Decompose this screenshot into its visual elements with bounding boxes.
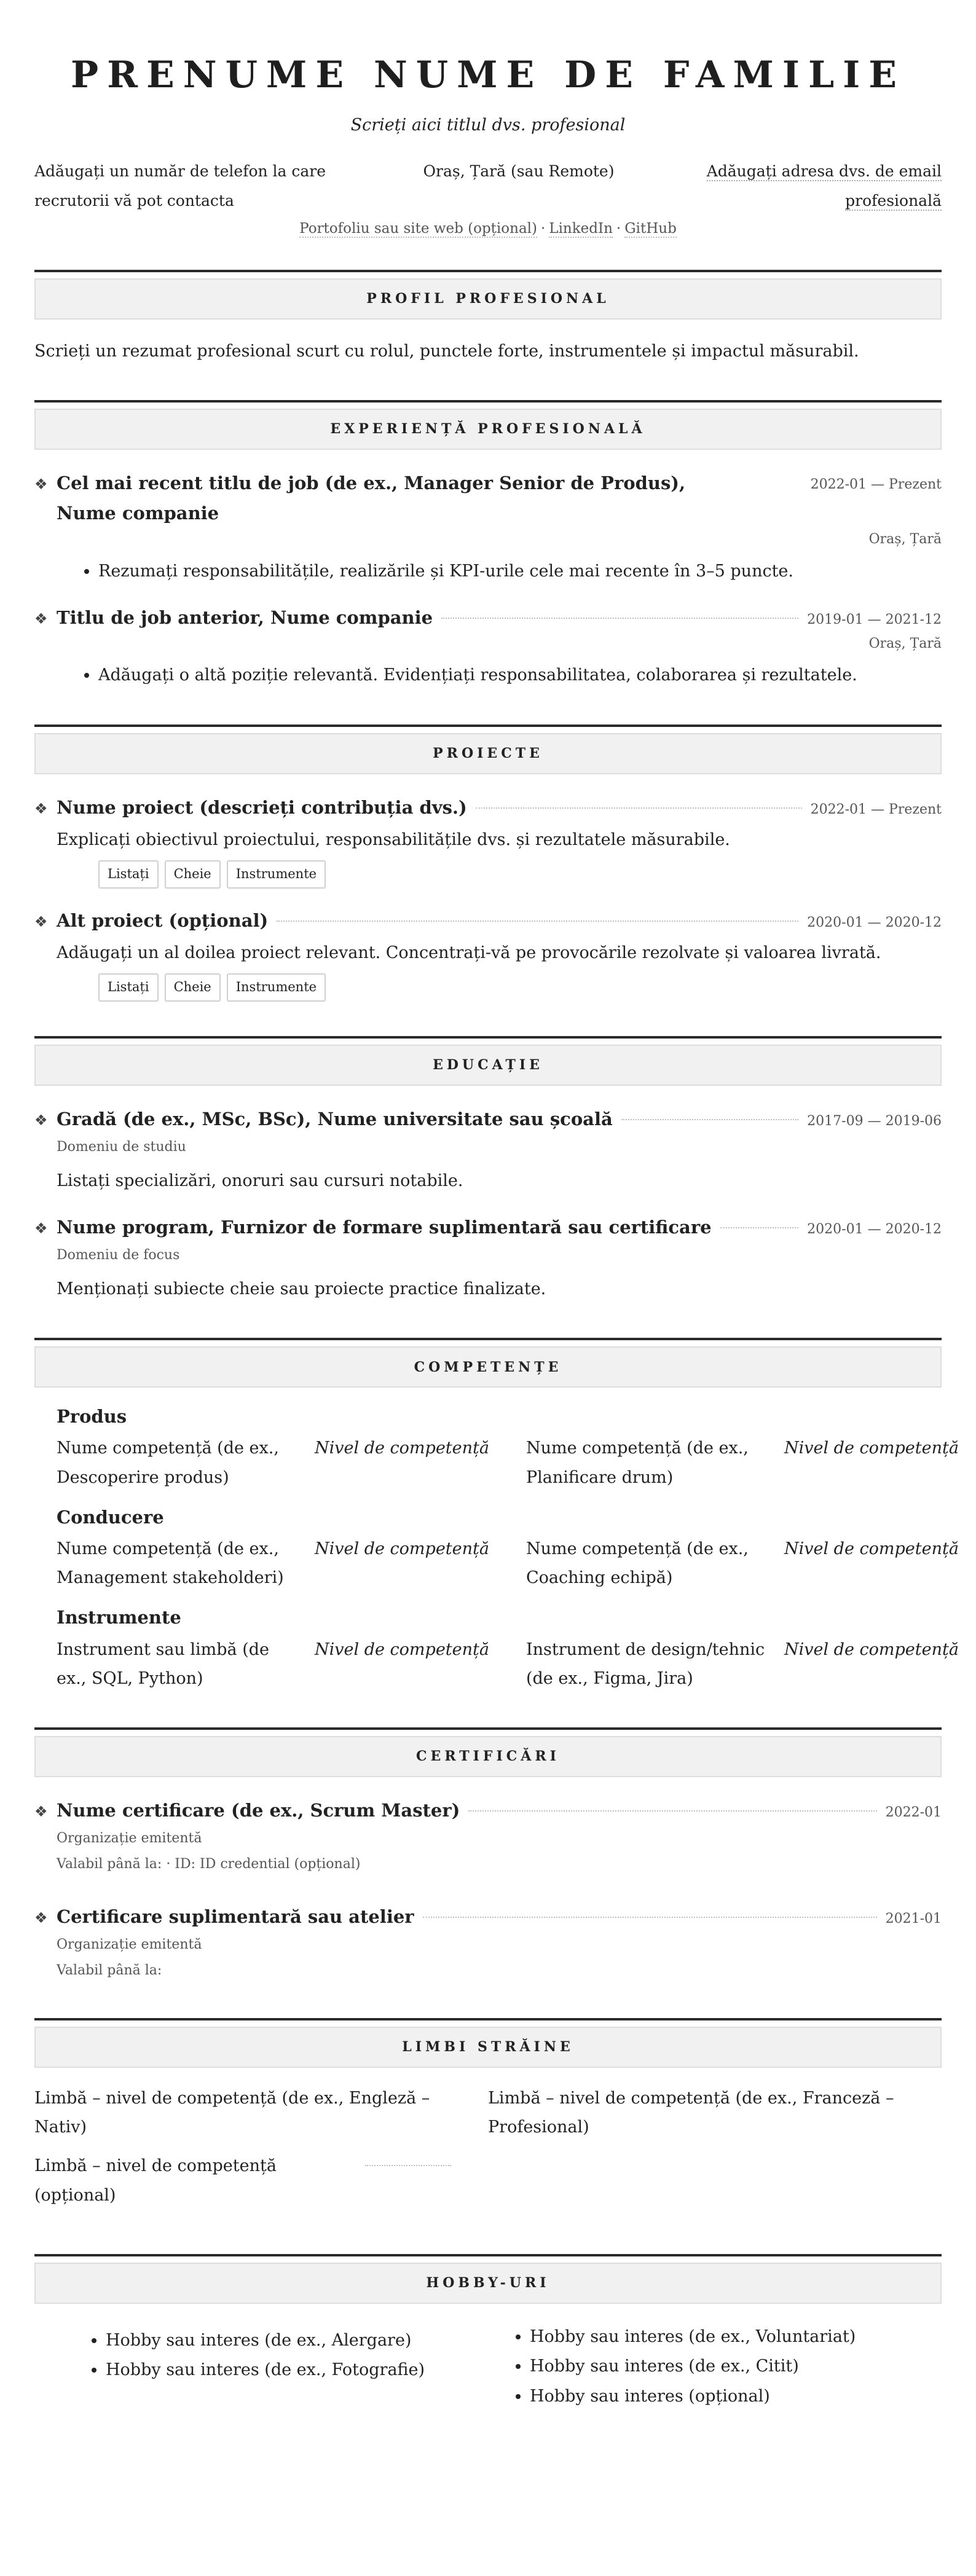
hobbies-list (34, 2326, 942, 2412)
section-certifications (34, 1727, 942, 1984)
degree-title: Gradă (de ex., MSc, BSc), Nume universitate sau școală (57, 1108, 613, 1129)
entry-header (34, 793, 942, 823)
section-title: COMPETENȚE (34, 1346, 942, 1388)
section-education (34, 1036, 942, 1304)
tag: Instrumente (227, 860, 326, 889)
skill-category: Produs (57, 1406, 127, 1427)
tag: Cheie (165, 973, 221, 1002)
certification-validity: Valabil până la: · ID: ID credential (opțional) (57, 1856, 361, 1872)
diamond-bullet-icon: ❖ (34, 610, 48, 627)
skill-level: Nivel de competență (784, 1639, 959, 1659)
education-description: Menționați subiecte cheie sau proiecte practice finalizate. (57, 1279, 546, 1299)
project-date: 2020-01 — 2020-12 (807, 914, 942, 930)
certification-entry (34, 1902, 942, 1984)
section-hobbies (34, 2254, 942, 2412)
hobby-item: • Hobby sau interes (opțional) (530, 2382, 942, 2412)
skill-item (57, 1434, 489, 1492)
hobbies-column-left (106, 2326, 524, 2412)
job-bullets (34, 661, 942, 689)
dotted-leader (441, 618, 798, 619)
language-item: Limbă – nivel de competență (de ex., Franceză – Profesional) (488, 2088, 894, 2137)
section-title: CERTIFICĂRI (34, 1736, 942, 1777)
link-separator: · (616, 221, 621, 237)
skill-name: Nume competență (de ex., Coaching echipă) (525, 1539, 749, 1588)
contact-location: Oraș, Țară (sau Remote) (423, 162, 615, 181)
job-title: Cel mai recent titlu de job (de ex., Manager Senior de Produs), Nume companie (57, 472, 686, 524)
skill-row (57, 1635, 959, 1694)
link-portfolio[interactable]: Portofoliu sau site web (opțional) (299, 221, 537, 237)
education-date: 2020-01 — 2020-12 (807, 1221, 942, 1237)
skill-item (57, 1635, 489, 1694)
section-title: LIMBI STRĂINE (34, 2027, 942, 2068)
section-title: HOBBY-URI (34, 2263, 942, 2304)
education-date: 2017-09 — 2019-06 (807, 1113, 942, 1129)
hobby-item: • Hobby sau interes (de ex., Citit) (530, 2352, 942, 2382)
skill-level: Nivel de competență (315, 1639, 489, 1659)
skill-level: Nivel de competență (784, 1439, 959, 1458)
candidate-name: PRENUME NUME DE FAMILIE (71, 53, 905, 96)
skill-level: Nivel de competență (784, 1539, 959, 1558)
skill-item (526, 1635, 959, 1694)
certification-date: 2022-01 (885, 1805, 942, 1821)
link-separator: · (540, 221, 546, 237)
certification-title: Nume certificare (de ex., Scrum Master) (57, 1800, 460, 1821)
project-title: Nume proiect (descrieți contribuția dvs.) (57, 796, 467, 818)
hobby-item: • Hobby sau interes (de ex., Voluntariat) (530, 2322, 942, 2352)
skill-item (526, 1434, 959, 1492)
certification-date: 2021-01 (885, 1910, 942, 1926)
languages-list (34, 2084, 942, 2220)
dotted-leader (621, 1119, 798, 1120)
job-date: 2019-01 — 2021-12 (807, 611, 942, 627)
hobby-item: • Hobby sau interes (de ex., Fotografie) (106, 2355, 524, 2386)
skill-name: Nume competență (de ex., Planificare drum) (525, 1439, 749, 1487)
language-item: Limbă – nivel de competență (de ex., Engleză – Nativ) (34, 2088, 430, 2137)
link-github[interactable]: GitHub (624, 221, 677, 237)
section-divider (34, 400, 942, 402)
entry-header (34, 468, 942, 529)
section-title: EDUCAȚIE (34, 1045, 942, 1086)
skills-list (34, 1400, 959, 1693)
experience-entry (34, 603, 942, 690)
certification-validity: Valabil până la: (57, 1963, 162, 1979)
skill-name: Instrument sau limbă (de ex., SQL, Python) (57, 1639, 270, 1688)
job-date: 2022-01 — Prezent (810, 476, 942, 492)
tag: Listați (98, 973, 159, 1002)
dotted-leader (468, 1810, 876, 1812)
section-divider (34, 1338, 942, 1340)
job-title: Titlu de job anterior, Nume companie (57, 607, 433, 628)
section-skills (34, 1338, 959, 1693)
project-title: Alt proiect (opțional) (57, 909, 269, 931)
hobby-item: • Hobby sau interes (de ex., Alergare) (106, 2326, 524, 2356)
job-location: Oraș, Țară (868, 532, 942, 548)
certification-title: Certificare suplimentară sau atelier (57, 1906, 414, 1927)
section-title: PROIECTE (34, 733, 942, 774)
hobbies-column-right (524, 2322, 942, 2412)
diamond-bullet-icon: ❖ (34, 1803, 48, 1821)
certification-entry (34, 1796, 942, 1877)
diamond-bullet-icon: ❖ (34, 1909, 48, 1926)
language-text: Limbă – nivel de competență (opțional) (34, 2156, 277, 2205)
entry-header (34, 1796, 942, 1826)
professional-title: Scrieți aici titlul dvs. profesional (350, 116, 626, 135)
entry-header (34, 906, 942, 936)
job-bullets (34, 557, 942, 586)
entry-header (34, 1212, 942, 1243)
skill-category: Instrumente (57, 1607, 181, 1628)
section-title: EXPERIENȚĂ PROFESIONALĂ (34, 409, 942, 450)
section-divider (34, 2254, 942, 2256)
diamond-bullet-icon: ❖ (34, 799, 48, 817)
skill-level: Nivel de competență (315, 1539, 489, 1558)
skill-row (57, 1534, 959, 1593)
diamond-bullet-icon: ❖ (34, 1111, 48, 1129)
dotted-leader (423, 1917, 877, 1918)
skill-level: Nivel de competență (315, 1439, 489, 1458)
section-title: PROFIL PROFESIONAL (34, 278, 942, 320)
skill-row (57, 1434, 959, 1492)
contact-email-text[interactable]: Adăugați adresa dvs. de email profesională (706, 162, 942, 210)
project-tags (34, 860, 942, 889)
project-entry (34, 793, 942, 889)
job-location: Oraș, Țară (868, 636, 942, 652)
resume-page (34, 0, 959, 2412)
job-bullet: • Rezumați responsabilitățile, realizările și KPI-urile cele mai recente în 3–5 puncte. (98, 557, 942, 586)
skill-item (526, 1534, 959, 1593)
links-row (34, 216, 942, 241)
skill-name: Nume competență (de ex., Management stakeholderi) (57, 1539, 284, 1588)
entry-header (34, 1104, 942, 1134)
project-description: Adăugați un al doilea proiect relevant. Concentrați-vă pe provocările rezolvate și valoarea livrată. (57, 943, 881, 962)
experience-entry (34, 468, 942, 586)
diamond-bullet-icon: ❖ (34, 475, 48, 493)
profile-summary: Scrieți un rezumat profesional scurt cu rolul, punctele forte, instrumentele și impactul măsurabil. (34, 341, 859, 361)
project-entry (34, 906, 942, 1002)
tag: Cheie (165, 860, 221, 889)
section-divider (34, 2018, 942, 2020)
dotted-leader (476, 807, 802, 809)
project-date: 2022-01 — Prezent (810, 801, 942, 817)
section-experience (34, 400, 942, 690)
skill-item (57, 1534, 489, 1593)
tag: Listați (98, 860, 159, 889)
education-entry (34, 1104, 942, 1195)
certification-issuer: Organizație emitentă (57, 1937, 202, 1953)
section-languages (34, 2018, 942, 2220)
skill-category: Conducere (57, 1506, 164, 1528)
project-tags (34, 973, 942, 1002)
dotted-leader (720, 1227, 799, 1228)
diamond-bullet-icon: ❖ (34, 913, 48, 930)
certification-issuer: Organizație emitentă (57, 1831, 202, 1847)
field-of-study: Domeniu de focus (57, 1247, 180, 1263)
skill-name: Instrument de design/tehnic (de ex., Figma, Jira) (525, 1639, 765, 1688)
diamond-bullet-icon: ❖ (34, 1219, 48, 1237)
dotted-leader (365, 2165, 451, 2166)
contact-phone: Adăugați un număr de telefon la care recrutorii vă pot contacta (34, 162, 326, 210)
project-description: Explicați obiectivul proiectului, responsabilitățile dvs. și rezultatele măsurabile. (57, 830, 730, 849)
skill-name: Nume competență (de ex., Descoperire produs) (57, 1439, 279, 1487)
entry-header (34, 1902, 942, 1932)
entry-header (34, 603, 942, 633)
dotted-leader (277, 921, 798, 922)
tag: Instrumente (227, 973, 326, 1002)
link-linkedin[interactable]: LinkedIn (549, 221, 613, 237)
section-divider (34, 1036, 942, 1039)
section-projects (34, 724, 942, 1002)
education-entry (34, 1212, 942, 1303)
contact-email[interactable] (696, 157, 942, 215)
field-of-study: Domeniu de studiu (57, 1139, 186, 1155)
degree-title: Nume program, Furnizor de formare suplimentară sau certificare (57, 1216, 712, 1238)
contact-row (34, 157, 942, 215)
section-divider (34, 270, 942, 272)
job-bullet: • Adăugați o altă poziție relevantă. Evidențiați responsabilitatea, colaborarea și rezultatele. (98, 661, 942, 689)
section-profile (34, 270, 942, 366)
section-divider (34, 1727, 942, 1730)
section-divider (34, 724, 942, 727)
language-item (34, 2151, 488, 2210)
education-description: Listați specializări, onoruri sau cursuri notabile. (57, 1171, 463, 1190)
resume-header (34, 53, 942, 242)
